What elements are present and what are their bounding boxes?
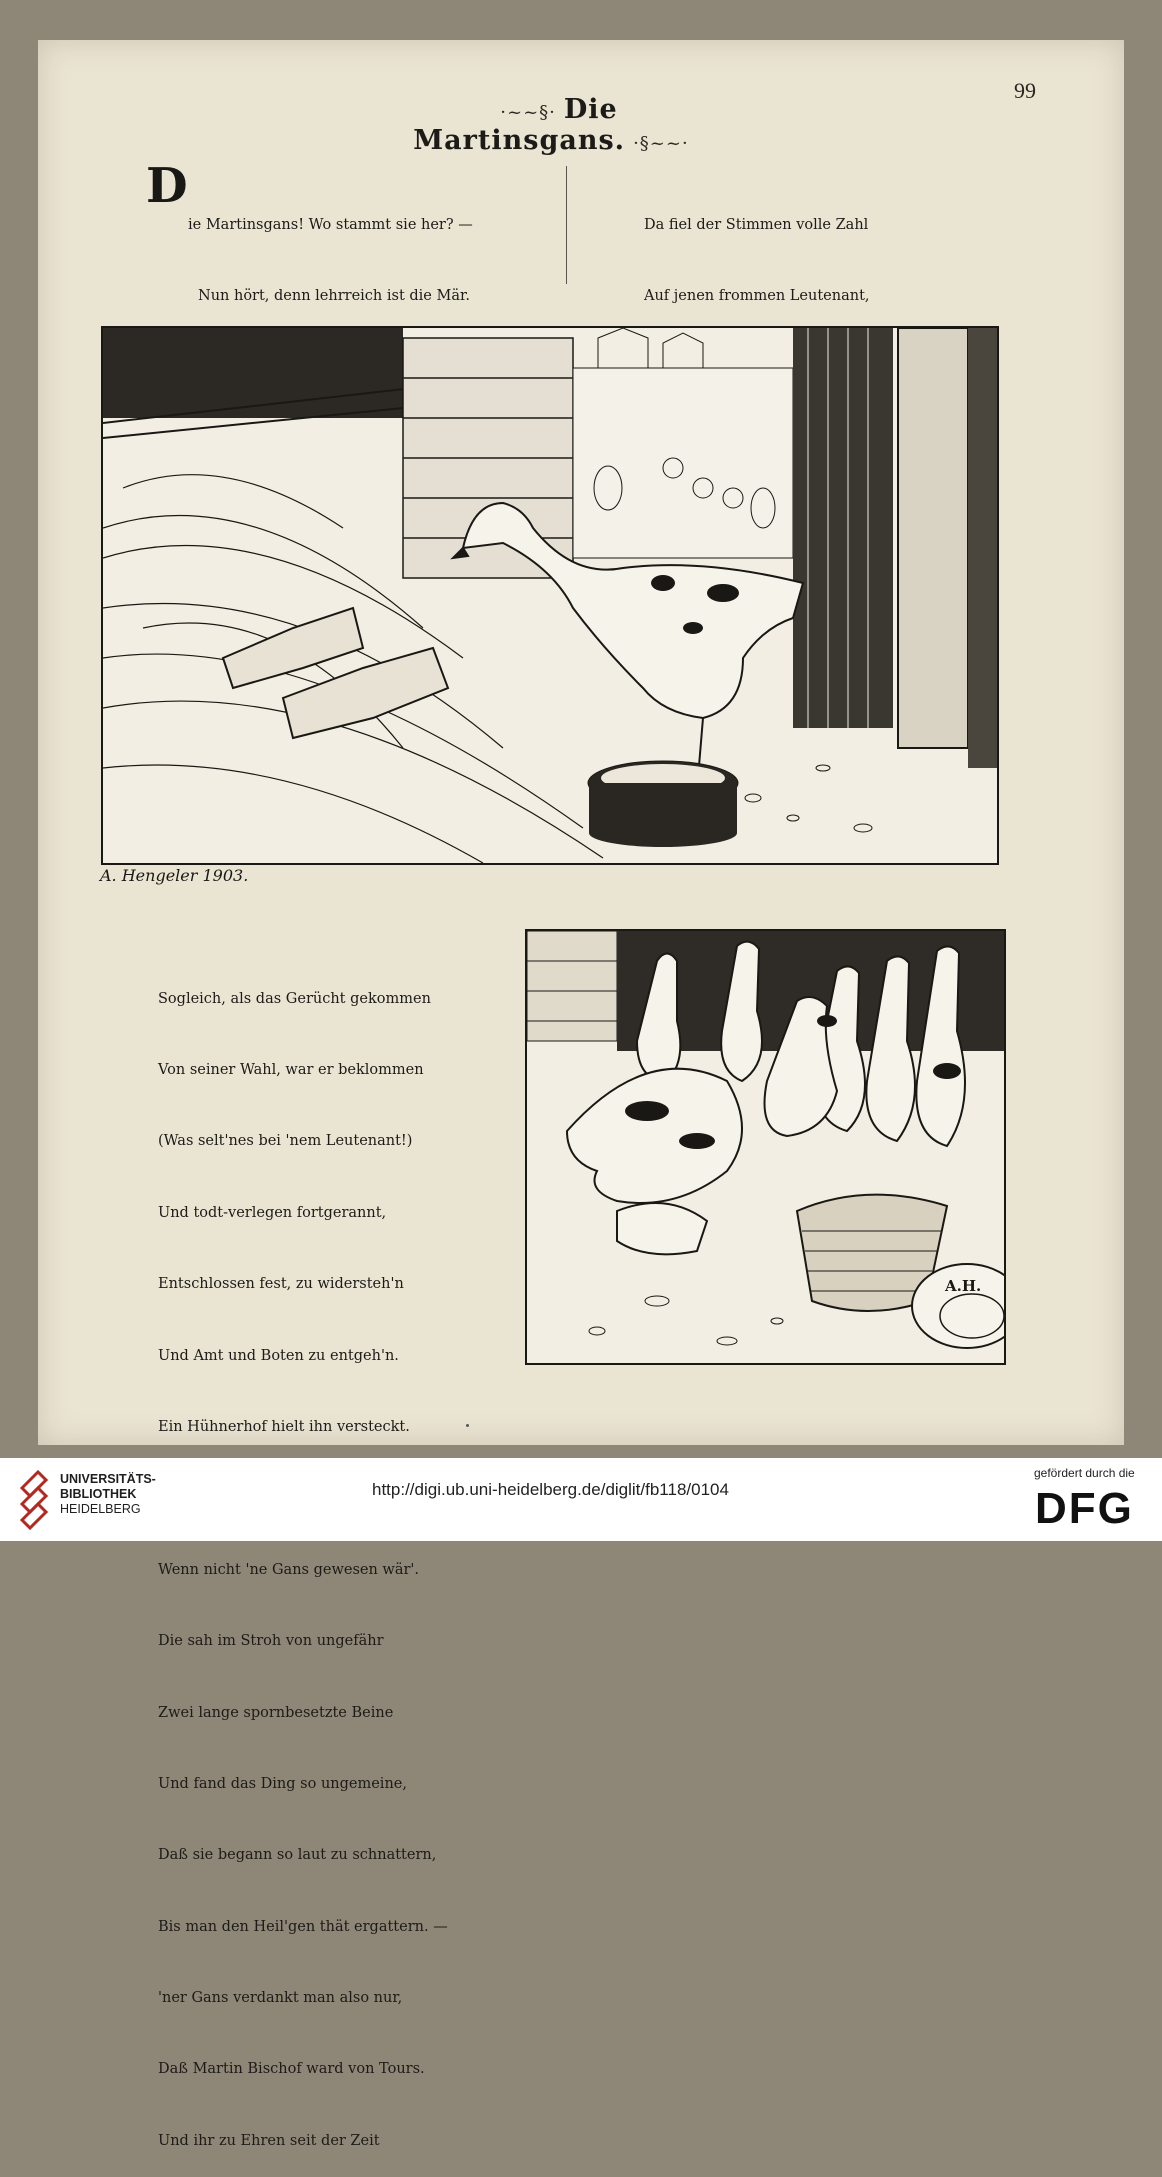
verse-line: Daß Martin Bischof ward von Tours. — [158, 2061, 425, 2078]
illustration-geese-basket — [525, 929, 1006, 1365]
page-speck — [466, 1424, 469, 1427]
verse-line: Wenn nicht 'ne Gans gewesen wär'. — [158, 1561, 419, 1578]
library-name — [60, 1472, 156, 1517]
verse-line: Zwei lange spornbesetzte Beine — [158, 1704, 394, 1721]
verse-line: Ein Hühnerhof hielt ihn versteckt. — [158, 1418, 410, 1435]
title-ornament-left: ·~~§· — [500, 102, 556, 123]
drop-cap: D — [146, 158, 188, 214]
dfg-logo: DFG — [1035, 1484, 1134, 1533]
verse-line: Nun hört, denn lehrreich ist die Mär. — [198, 287, 470, 304]
illustration-signature: A. Hengeler 1903. — [100, 866, 249, 885]
verse-line: Und ihr zu Ehren seit der Zeit — [158, 2132, 380, 2149]
library-line: HEIDELBERG — [60, 1502, 141, 1516]
verse-line: Auf jenen frommen Leutenant, — [644, 287, 870, 304]
verse-line: Und Amt und Boten zu entgeh'n. — [158, 1347, 399, 1364]
funding-note: gefördert durch die — [1034, 1466, 1135, 1480]
plate-label: A.H. — [945, 1277, 982, 1295]
title-ornament-right: ·§~~· — [633, 133, 689, 154]
library-line: BIBLIOTHEK — [60, 1487, 137, 1501]
verse-line: (Was selt'nes bei 'nem Leutenant!) — [158, 1133, 413, 1150]
illustration-drawing — [103, 328, 997, 863]
verse-line: Die sah im Stroh von ungefähr — [158, 1633, 384, 1650]
verse-line: Bis man den Heil'gen thät ergattern. — — [158, 1918, 448, 1935]
illustration-drawing — [527, 931, 1004, 1363]
verse-line: Von seiner Wahl, war er beklommen — [158, 1061, 424, 1078]
page-title — [355, 94, 755, 156]
verse-line: Und todt-verlegen fortgerannt, — [158, 1204, 387, 1221]
verse-line: Und fand das Ding so ungemeine, — [158, 1775, 407, 1792]
permalink-url[interactable]: http://digi.ub.uni-heidelberg.de/diglit/fb118/0104 — [372, 1480, 729, 1499]
verse-line: Sogleich, als das Gerücht gekommen — [158, 990, 431, 1007]
viewer-footer — [0, 1458, 1162, 1541]
column-rule — [566, 166, 567, 284]
verse-line: Daß sie begann so laut zu schnattern, — [158, 1847, 437, 1864]
ub-heidelberg-logo-icon — [20, 1468, 48, 1530]
verse-line: 'ner Gans verdankt man also nur, — [158, 1990, 403, 2007]
verse-bottom — [158, 940, 455, 2177]
verse-line: Da fiel der Stimmen volle Zahl — [644, 217, 869, 234]
page-number: 99 — [1014, 78, 1036, 103]
illustration-goose-straw — [101, 326, 999, 865]
title-text: Die Martinsgans. — [413, 94, 626, 156]
library-line: UNIVERSITÄTS- — [60, 1472, 156, 1486]
verse-line: Entschlossen fest, zu widersteh'n — [158, 1276, 404, 1293]
verse-line: ie Martinsgans! Wo stammt sie her? — — [188, 217, 473, 234]
